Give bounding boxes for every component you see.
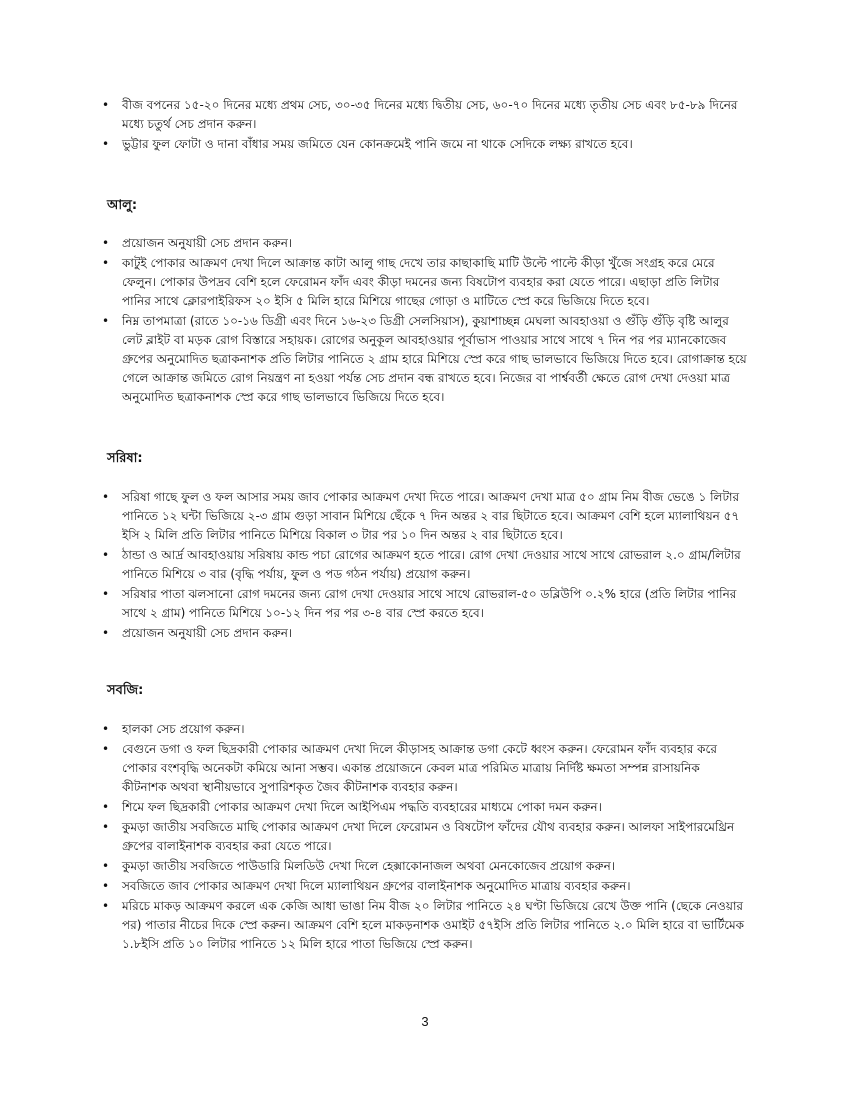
intro-list bbox=[102, 96, 748, 155]
bullet-icon: • bbox=[102, 490, 110, 504]
mustard-list bbox=[102, 488, 748, 644]
bullet-icon: • bbox=[102, 587, 110, 601]
list-item: • নিম্ন তাপমাত্রা (রাতে ১০-১৬ ডিগ্রী এবং দিনে ১৬-২৩ ডিগ্রী সেলসিয়াস), কুয়াশাচ্ছন্ন মেঘলা আবহাওয়া ও গুঁড়ি গুঁড়ি বৃষ্টি আলুর লেট ব্লাইট বা মড়ক রোগ বিস্তারে সহায়ক। রোগের অনুকূল আবহাওয়ার পূর্বাভাস পাওয়ার সাথে সাথে ৭ দিন পর পর ম্যানকোজেব গ্রুপের অনুমোদিত ছত্রাকনাশক প্রতি লিটার পানিতে ২ গ্রাম হারে মিশিয়ে স্প্রে করে গাছ ভালভাবে ভিজিয়ে দিতে হবে। রোগাক্রান্ত হয়ে গেলে আক্রান্ত জমিতে রোগ নিয়ন্ত্রণ না হওয়া পর্যন্ত সেচ প্রদান বন্ধ রাখতে হবে। নিজের বা পার্শ্ববর্তী ক্ষেতে রোগ দেখা দেওয়া মাত্র অনুমোদিত ছত্রাকনাশক স্প্রে করে গাছ ভালভাবে ভিজিয়ে দিতে হবে। bbox=[102, 314, 747, 404]
list-item: • সবজিতে জাব পোকার আক্রমণ দেখা দিলে ম্যালাথিয়ন গ্রুপের বালাইনাশক অনুমোদিত মাত্রায় ব্যবহার করুন। bbox=[108, 877, 748, 896]
list-item: • ঠান্ডা ও আর্দ্র আবহাওয়ায় সরিষায় কান্ড পচা রোগের আক্রমণ হতে পারে। রোগ দেখা দেওয়ার সাথে সাথে রোভরাল ২.০ গ্রাম/লিটার পানিতে মিশিয়ে ৩ বার (বৃদ্ধি পর্যায়, ফুল ও পড গঠন পর্যায়) প্রয়োগ করুন। bbox=[102, 548, 741, 581]
bullet-icon: • bbox=[102, 548, 110, 562]
list-item: • বীজ বপনের ১৫-২০ দিনের মধ্যে প্রথম সেচ, ৩০-৩৫ দিনের মধ্যে দ্বিতীয় সেচ, ৬০-৭০ দিনের মধ্যে তৃতীয় সেচ এবং ৮৫-৮৯ দিনের মধ্যে চতুর্থ সেচ প্রদান করুন। bbox=[102, 98, 738, 131]
list-item: • প্রয়োজন অনুযায়ী সেচ প্রদান করুন। bbox=[108, 624, 748, 643]
bullet-icon: • bbox=[102, 800, 110, 814]
bullet-icon: • bbox=[102, 899, 110, 913]
section-heading-potato: আলু: bbox=[107, 198, 138, 213]
bullet-icon: • bbox=[102, 722, 110, 736]
vegetables-list bbox=[102, 720, 748, 955]
page-number: 3 bbox=[421, 1014, 429, 1029]
bullet-icon: • bbox=[102, 137, 110, 151]
bullet-icon: • bbox=[102, 820, 110, 834]
list-item: • সরিষা গাছে ফুল ও ফল আসার সময় জাব পোকার আক্রমণ দেখা দিতে পারে। আক্রমণ দেখা মাত্র ৫০ গ্রাম নিম বীজ ভেঙে ১ লিটার পানিতে ১২ ঘন্টা ভিজিয়ে ২-৩ গ্রাম গুড়া সাবান মিশিয়ে ছেঁকে ৭ দিন অন্তর ২ বার ছিটাতে হবে। আক্রমণ বেশি হলে ম্যালাথিয়ন ৫৭ ইসি ২ মিলি প্রতি লিটার পানিতে মিশিয়ে বিকাল ৩ টার পর ১০ দিন অন্তর ২ বার ছিটাতে হবে। bbox=[102, 490, 740, 542]
section-heading-mustard: সরিষা: bbox=[107, 451, 143, 466]
list-item: • প্রয়োজন অনুযায়ী সেচ প্রদান করুন। bbox=[108, 234, 748, 253]
bullet-icon: • bbox=[102, 236, 110, 250]
section-heading-vegetables: সবজি: bbox=[107, 683, 144, 698]
list-item: • কুমড়া জাতীয় সবজিতে পাউডারি মিলডিউ দেখা দিলে হেক্সাকোনাজল অথবা মেনকোজেব প্রয়োগ করুন। bbox=[108, 857, 748, 876]
bullet-icon: • bbox=[102, 98, 110, 112]
potato-list bbox=[102, 234, 748, 408]
bullet-icon: • bbox=[102, 256, 110, 270]
list-item: • কুমড়া জাতীয় সবজিতে মাছি পোকার আক্রমণ দেখা দিলে ফেরোমন ও বিষটোপ ফাঁদের যৌথ ব্যবহার করুন। আলফা সাইপারমেথ্রিন গ্রুপের বালাইনাশক ব্যবহার করা যেতে পারে। bbox=[102, 820, 735, 853]
bullet-icon: • bbox=[102, 314, 110, 328]
bullet-icon: • bbox=[102, 742, 110, 756]
bullet-icon: • bbox=[102, 626, 110, 640]
bullet-icon: • bbox=[102, 859, 110, 873]
list-item: • মরিচে মাকড় আক্রমণ করলে এক কেজি আধা ভাঙা নিম বীজ ২০ লিটার পানিতে ২৪ ঘণ্টা ভিজিয়ে রেখে উক্ত পানি (ছেকে নেওয়ার পর) পাতার নীচের দিকে স্প্রে করুন। আক্রমণ বেশি হলে মাকড়নাশক ওমাইট ৫৭ইসি প্রতি লিটার পানিতে ২.০ মিলি হারে বা ভার্টিমেক ১.৮ইসি প্রতি ১০ লিটার পানিতে ১২ মিলি হারে পাতা ভিজিয়ে স্প্রে করুন। bbox=[102, 899, 745, 951]
list-item: • কাটুই পোকার আক্রমণ দেখা দিলে আক্রান্ত কাটা আলু গাছ দেখে তার কাছাকাছি মাটি উল্টে পাল্টে কীড়া খুঁজে সংগ্রহ করে মেরে ফেলুন। পোকার উপদ্রব বেশি হলে ফেরোমন ফাঁদ এবং কীড়া দমনের জন্য বিষটোপ ব্যবহার করা যেতে পারে। এছাড়া প্রতি লিটার পানির সাথে ক্লোরপাইরিফস ২০ ইসি ৫ মিলি হারে মিশিয়ে গাছের গোড়া ও মাটিতে স্প্রে করে ভিজিয়ে দিতে হবে। bbox=[102, 256, 720, 308]
list-item: • শিমে ফল ছিদ্রকারী পোকার আক্রমণ দেখা দিলে আইপিএম পদ্ধতি ব্যবহারের মাধ্যমে পোকা দমন করুন। bbox=[108, 798, 748, 817]
list-item: • বেগুনে ডগা ও ফল ছিদ্রকারী পোকার আক্রমণ দেখা দিলে কীড়াসহ আক্রান্ত ডগা কেটে ধ্বংস করুন। ফেরোমন ফাঁদ ব্যবহার করে পোকার বংশবৃদ্ধি অনেকটা কমিয়ে আনা সম্ভব। একান্ত প্রয়োজনে কেবল মাত্র পরিমিত মাত্রায় নির্দিষ্ট ক্ষমতা সম্পন্ন রাসায়নিক কীটনাশক অথবা স্থানীয়ভাবে সুপারিশকৃত জৈব কীটনাশক ব্যবহার করুন। bbox=[102, 742, 717, 794]
list-item: • সরিষার পাতা ঝলসানো রোগ দমনের জন্য রোগ দেখা দেওয়ার সাথে সাথে রোভরাল-৫০ ডব্লিউপি ০.২% হারে (প্রতি লিটার পানির সাথে ২ গ্রাম) পানিতে মিশিয়ে ১০-১২ দিন পর পর ৩-৪ বার স্প্রে করতে হবে। bbox=[102, 587, 737, 620]
list-item: • হালকা সেচ প্রয়োগ করুন। bbox=[108, 720, 748, 739]
bullet-icon: • bbox=[102, 879, 110, 893]
list-item: • ভুট্টার ফুল ফোটা ও দানা বাঁধার সময় জমিতে যেন কোনক্রমেই পানি জমে না থাকে সেদিকে লক্ষ্য রাখতে হবে। bbox=[108, 135, 748, 154]
